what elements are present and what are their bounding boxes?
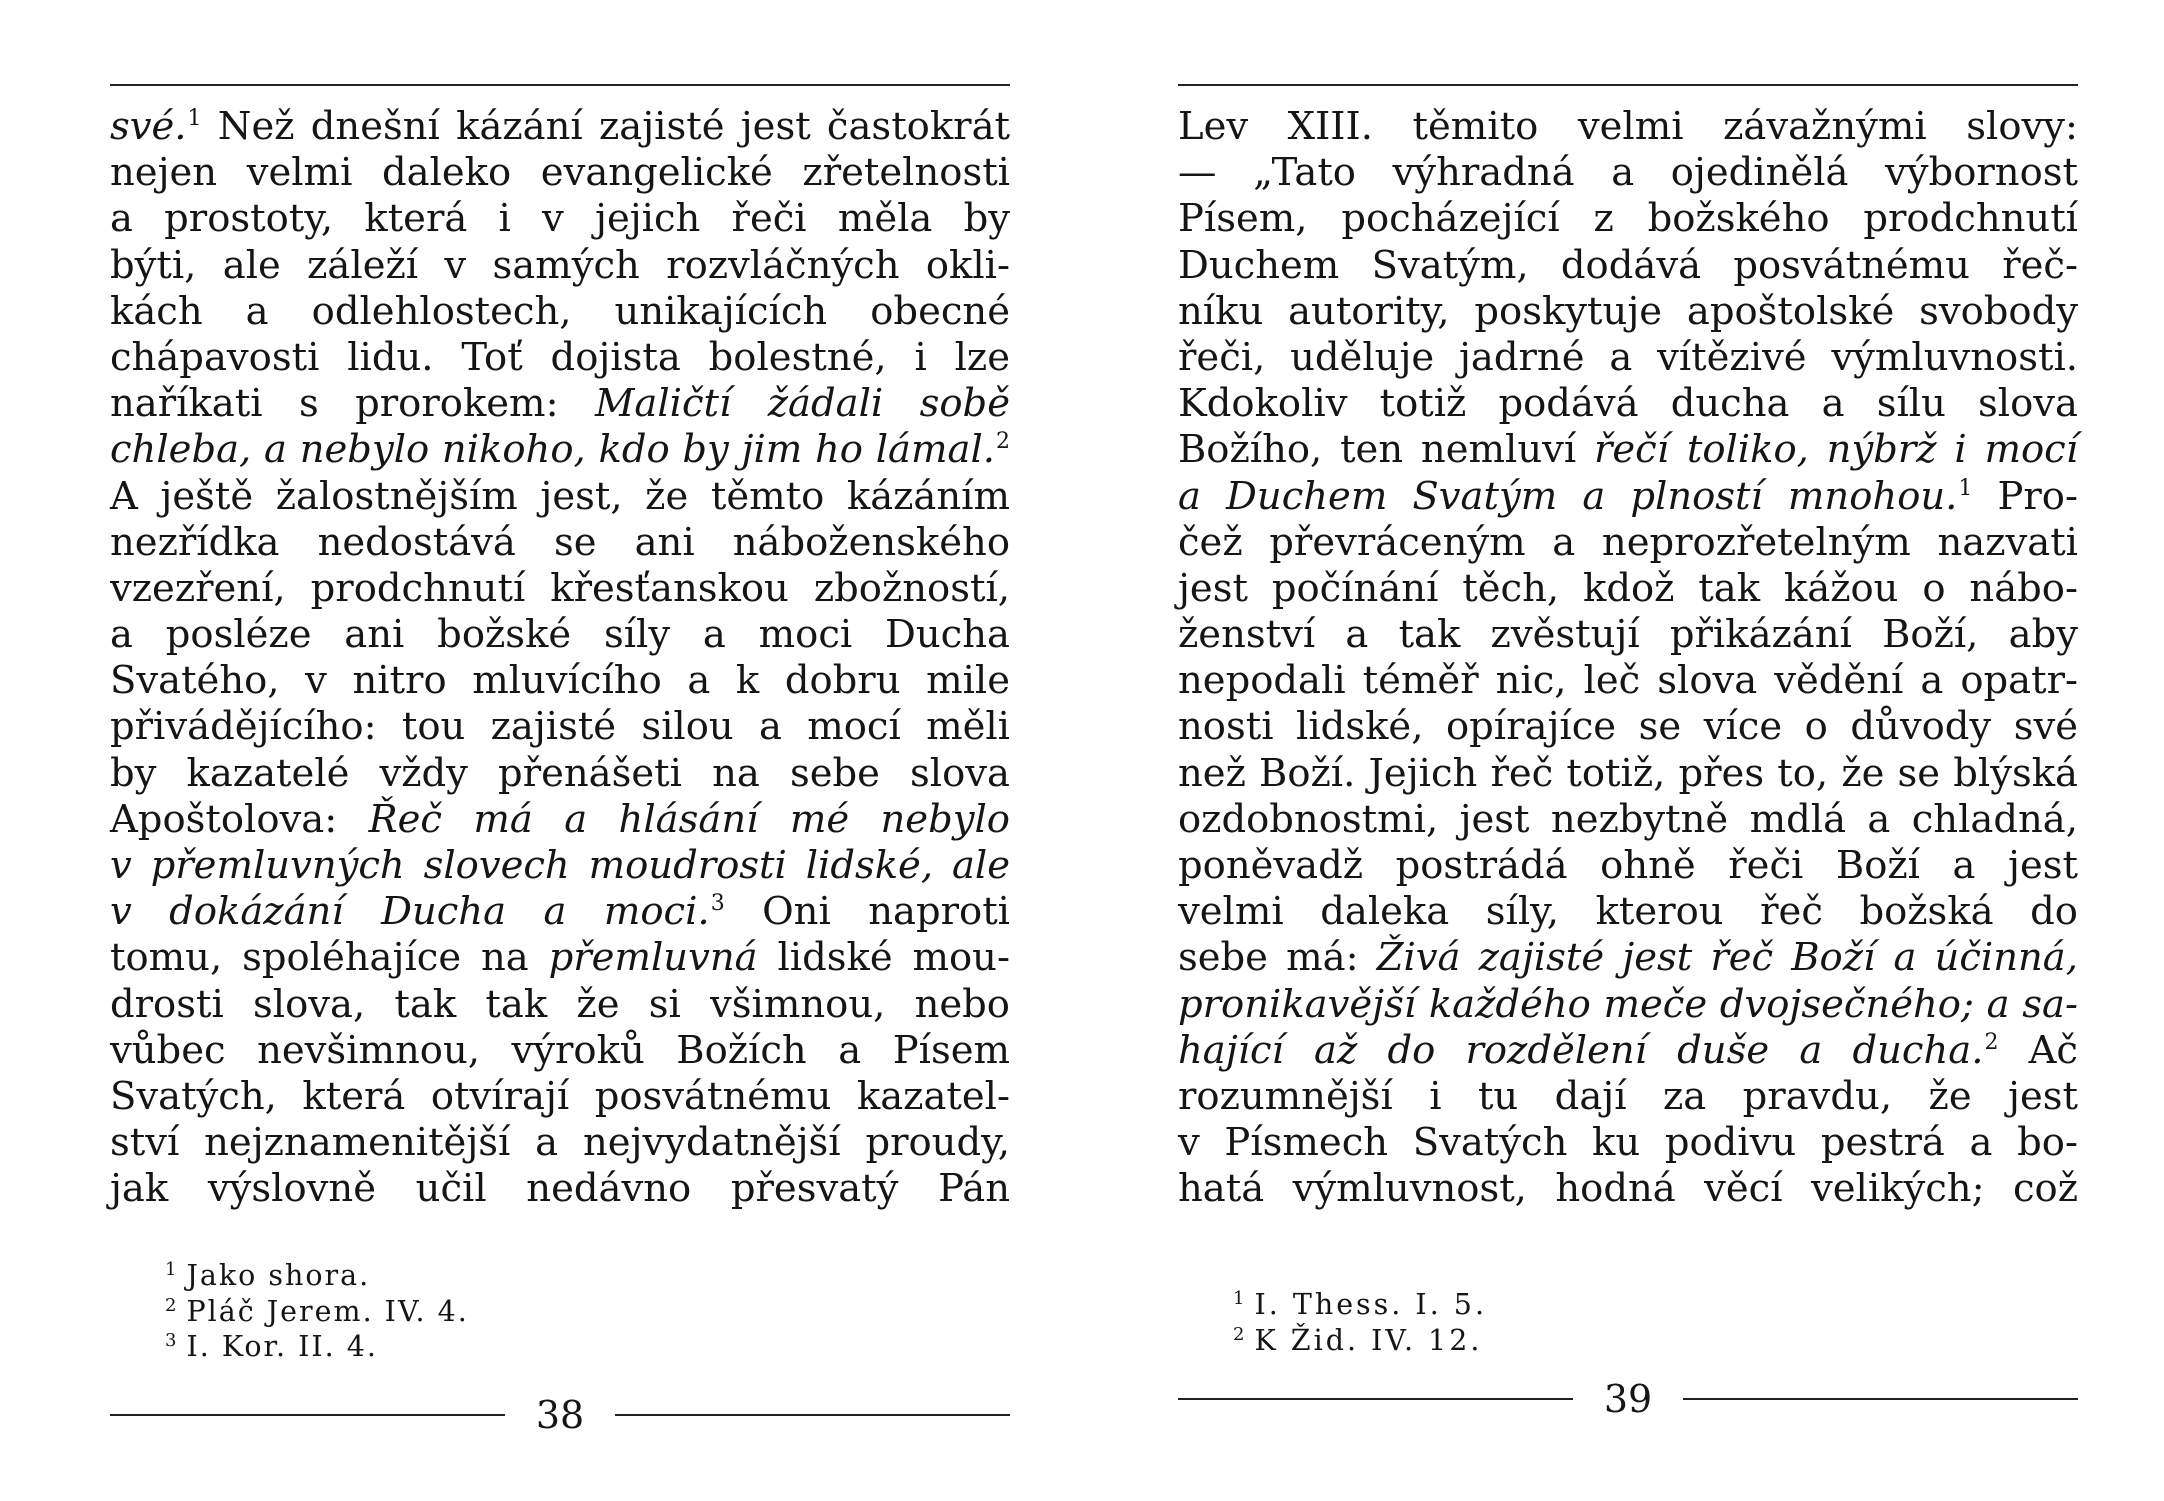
page-number-block xyxy=(1178,1374,2078,1424)
text-line xyxy=(1178,982,2078,1028)
text-segment: nepodali téměř nic, leč slova vědění a opatr- xyxy=(1178,658,2078,704)
text-segment: a posléze ani božské síly a moci Ducha xyxy=(110,612,1010,658)
text-line xyxy=(1178,381,2078,427)
text-line xyxy=(110,797,1010,843)
italic-quotation: chleba, a nebylo nikoho, kdo by jim ho lámal. xyxy=(110,427,995,473)
footnotes xyxy=(165,1258,865,1365)
text-segment: ženství a tak zvěstují přikázání Boží, aby xyxy=(1178,612,2078,658)
text-line xyxy=(110,1120,1010,1166)
folio-rule-right xyxy=(1683,1398,2078,1400)
footnote-reference: 1 xyxy=(187,106,202,131)
text-line xyxy=(1178,612,2078,658)
footnote-reference: 2 xyxy=(996,429,1010,455)
text-segment: Oni naproti xyxy=(724,889,1010,935)
text-segment: Písem, pocházející z božského prodchnutí xyxy=(1178,196,2078,242)
text-line xyxy=(1178,150,2078,196)
text-segment: nezřídka nedostává se ani náboženského xyxy=(110,519,1010,565)
text-segment: v Písmech Svatých ku podivu pestrá a bo- xyxy=(1178,1120,2078,1166)
text-segment: ozdobnostmi, jest nezbytně mdlá a chladná, xyxy=(1178,796,2078,842)
text-segment: naříkati s prorokem: xyxy=(110,381,595,427)
text-segment: nejen velmi daleko evangelické zřetelnosti xyxy=(110,150,1010,196)
text-line xyxy=(110,335,1010,381)
text-line xyxy=(1178,889,2078,935)
text-segment: než Boží. Jejich řeč totiž, přes to, že se blýská xyxy=(1178,750,2078,796)
text-line xyxy=(1178,335,2078,381)
text-line xyxy=(1178,797,2078,843)
footnote-reference: 1 xyxy=(1958,475,1973,501)
text-segment: Kdokoliv totiž podává ducha a sílu slova xyxy=(1178,381,2078,427)
text-segment: Lev XIII. těmito velmi závažnými slovy: xyxy=(1178,104,2078,149)
text-line xyxy=(110,474,1010,520)
text-segment: Pro- xyxy=(1972,473,2078,519)
footnote-text: I. Kor. II. 4. xyxy=(186,1330,378,1363)
text-line xyxy=(1178,104,2078,150)
text-segment: drosti slova, tak tak že si všimnou, nebo xyxy=(110,981,1010,1027)
text-line xyxy=(110,427,1010,473)
text-line xyxy=(1178,1028,2078,1074)
text-segment: sebe má: xyxy=(1178,935,1377,981)
footnote-number: 2 xyxy=(1233,1323,1245,1345)
italic-quotation: pronikavější každého meče dvojsečného; a sa- xyxy=(1178,981,2078,1027)
italic-quotation: Řeč má a hlásání mé nebylo xyxy=(368,796,1010,842)
text-line xyxy=(1178,1166,2078,1212)
footnote-text: K Žid. IV. 12. xyxy=(1254,1323,1483,1357)
footnote-number: 1 xyxy=(1233,1288,1245,1309)
text-line xyxy=(110,982,1010,1028)
text-segment: a prostoty, která i v jejich řeči měla by xyxy=(110,196,1010,242)
text-line xyxy=(1178,289,2078,335)
text-line xyxy=(110,104,1010,150)
text-line xyxy=(110,1166,1010,1212)
body-text xyxy=(110,104,1010,1213)
text-line xyxy=(110,704,1010,750)
text-line xyxy=(1178,1120,2078,1166)
text-segment: by kazatelé vždy přenášeti na sebe slova xyxy=(110,750,1010,796)
text-line xyxy=(110,520,1010,566)
text-segment: řeči, uděluje jadrné a vítězivé výmluvnosti. xyxy=(1178,334,2078,380)
text-line xyxy=(110,243,1010,289)
footnote-reference: 3 xyxy=(710,891,725,917)
body-text xyxy=(1178,104,2078,1213)
text-segment: Svatého, v nitro mluvícího a k dobru mile xyxy=(110,658,1010,704)
text-segment: — „Tato výhradná a ojedinělá výbornost xyxy=(1178,150,2078,196)
footnote-text: Pláč Jerem. IV. 4. xyxy=(186,1294,469,1328)
italic-quotation: a Duchem Svatým a plností mnohou. xyxy=(1178,473,1958,519)
text-segment: velmi daleka síly, kterou řeč božská do xyxy=(1178,889,2078,935)
text-line xyxy=(110,196,1010,242)
text-line xyxy=(110,751,1010,797)
footnote-text: Jako shora. xyxy=(186,1259,371,1292)
text-segment: Božího, ten nemluví xyxy=(1178,427,1594,473)
text-line xyxy=(1178,474,2078,520)
folio-rule-right xyxy=(615,1414,1010,1416)
footnote xyxy=(165,1294,865,1330)
text-line xyxy=(110,381,1010,427)
text-line xyxy=(1178,751,2078,797)
text-line xyxy=(110,889,1010,935)
text-segment: Ač xyxy=(1998,1027,2078,1073)
italic-quotation: v dokázání Ducha a moci. xyxy=(110,889,710,935)
text-segment: nosti lidské, opírajíce se více o důvody své xyxy=(1178,704,2078,750)
footnote-reference: 2 xyxy=(1984,1029,1999,1055)
italic-quotation: Maličtí žádali sobě xyxy=(594,381,1010,427)
text-line xyxy=(110,935,1010,981)
text-segment: A ještě žalostnějším jest, že těmto kázáním xyxy=(110,473,1010,519)
text-line xyxy=(1178,520,2078,566)
page-number-block xyxy=(110,1390,1010,1440)
text-segment: čež převráceným a neprozřetelným nazvati xyxy=(1178,519,2078,565)
text-segment: poněvadž postrádá ohně řeči Boží a jest xyxy=(1178,843,2078,888)
text-line xyxy=(1178,704,2078,750)
footnote-number: 2 xyxy=(165,1294,177,1316)
italic-quotation: své. xyxy=(110,104,187,149)
text-segment: Svatých, která otvírají posvátnému kazatel- xyxy=(110,1073,1010,1119)
italic-quotation: přemluvná xyxy=(548,935,758,981)
text-segment: přivádějícího: tou zajisté silou a mocí měli xyxy=(110,704,1010,750)
italic-quotation: řečí toliko, nýbrž i mocí xyxy=(1593,427,2079,473)
footnote-text: I. Thess. I. 5. xyxy=(1254,1288,1487,1321)
footnote xyxy=(1233,1323,1933,1359)
italic-quotation: v přemluvných slovech moudrosti lidské, ale xyxy=(110,843,1010,888)
italic-quotation: Živá zajisté jest řeč Boží a účinná, xyxy=(1376,935,2079,981)
text-line xyxy=(110,658,1010,704)
text-line xyxy=(110,612,1010,658)
text-segment: níku autority, poskytuje apoštolské svobody xyxy=(1178,288,2078,334)
text-line xyxy=(1178,1074,2078,1120)
text-line xyxy=(1178,935,2078,981)
text-line xyxy=(1178,566,2078,612)
text-segment: kách a odlehlostech, unikajících obecné xyxy=(110,288,1010,334)
footnote xyxy=(165,1258,865,1294)
text-segment: hatá výmluvnost, hodná věcí velikých; což xyxy=(1178,1166,2078,1212)
page-number: 39 xyxy=(1603,1377,1653,1421)
text-line xyxy=(1178,843,2078,889)
text-segment: vzezření, prodchnutí křesťanskou zbožností, xyxy=(110,565,1010,611)
text-segment: vůbec nevšimnou, výroků Božích a Písem xyxy=(110,1027,1010,1073)
footnote xyxy=(165,1329,865,1365)
text-line xyxy=(110,1074,1010,1120)
text-segment: lidské mou- xyxy=(757,935,1010,981)
text-segment: chápavosti lidu. Toť dojista bolestné, i lze xyxy=(110,334,1010,380)
text-segment: tomu, spoléhajíce na xyxy=(110,935,549,981)
footnote xyxy=(1233,1287,1933,1323)
footnote-number: 3 xyxy=(165,1330,177,1351)
text-segment: Duchem Svatým, dodává posvátnému řeč- xyxy=(1178,242,2078,288)
footnote-number: 1 xyxy=(165,1259,177,1280)
text-line xyxy=(1178,243,2078,289)
text-segment: ství nejznamenitější a nejvydatnější proudy, xyxy=(110,1120,1010,1166)
header-rule xyxy=(1178,84,2078,86)
text-line xyxy=(1178,658,2078,704)
text-segment: rozumnější i tu dají za pravdu, že jest xyxy=(1178,1073,2078,1119)
right-page xyxy=(1178,0,2078,1501)
text-segment: jest počínání těch, kdož tak kážou o nábo- xyxy=(1178,565,2078,611)
text-line xyxy=(110,289,1010,335)
text-segment: býti, ale záleží v samých rozvláčných okli- xyxy=(110,242,1010,288)
page-number: 38 xyxy=(535,1393,585,1437)
text-line xyxy=(110,150,1010,196)
footnotes xyxy=(1233,1287,1933,1358)
text-line xyxy=(110,843,1010,889)
left-page xyxy=(110,0,1010,1501)
text-line xyxy=(110,1028,1010,1074)
text-segment: jak výslovně učil nedávno přesvatý Pán xyxy=(110,1166,1010,1212)
text-line xyxy=(1178,196,2078,242)
text-segment: Než dnešní kázání zajisté jest častokrát xyxy=(201,104,1010,149)
text-segment: Apoštolova: xyxy=(110,796,369,842)
italic-quotation: hající až do rozdělení duše a ducha. xyxy=(1178,1027,1984,1073)
text-line xyxy=(1178,427,2078,473)
header-rule xyxy=(110,84,1010,86)
text-line xyxy=(110,566,1010,612)
